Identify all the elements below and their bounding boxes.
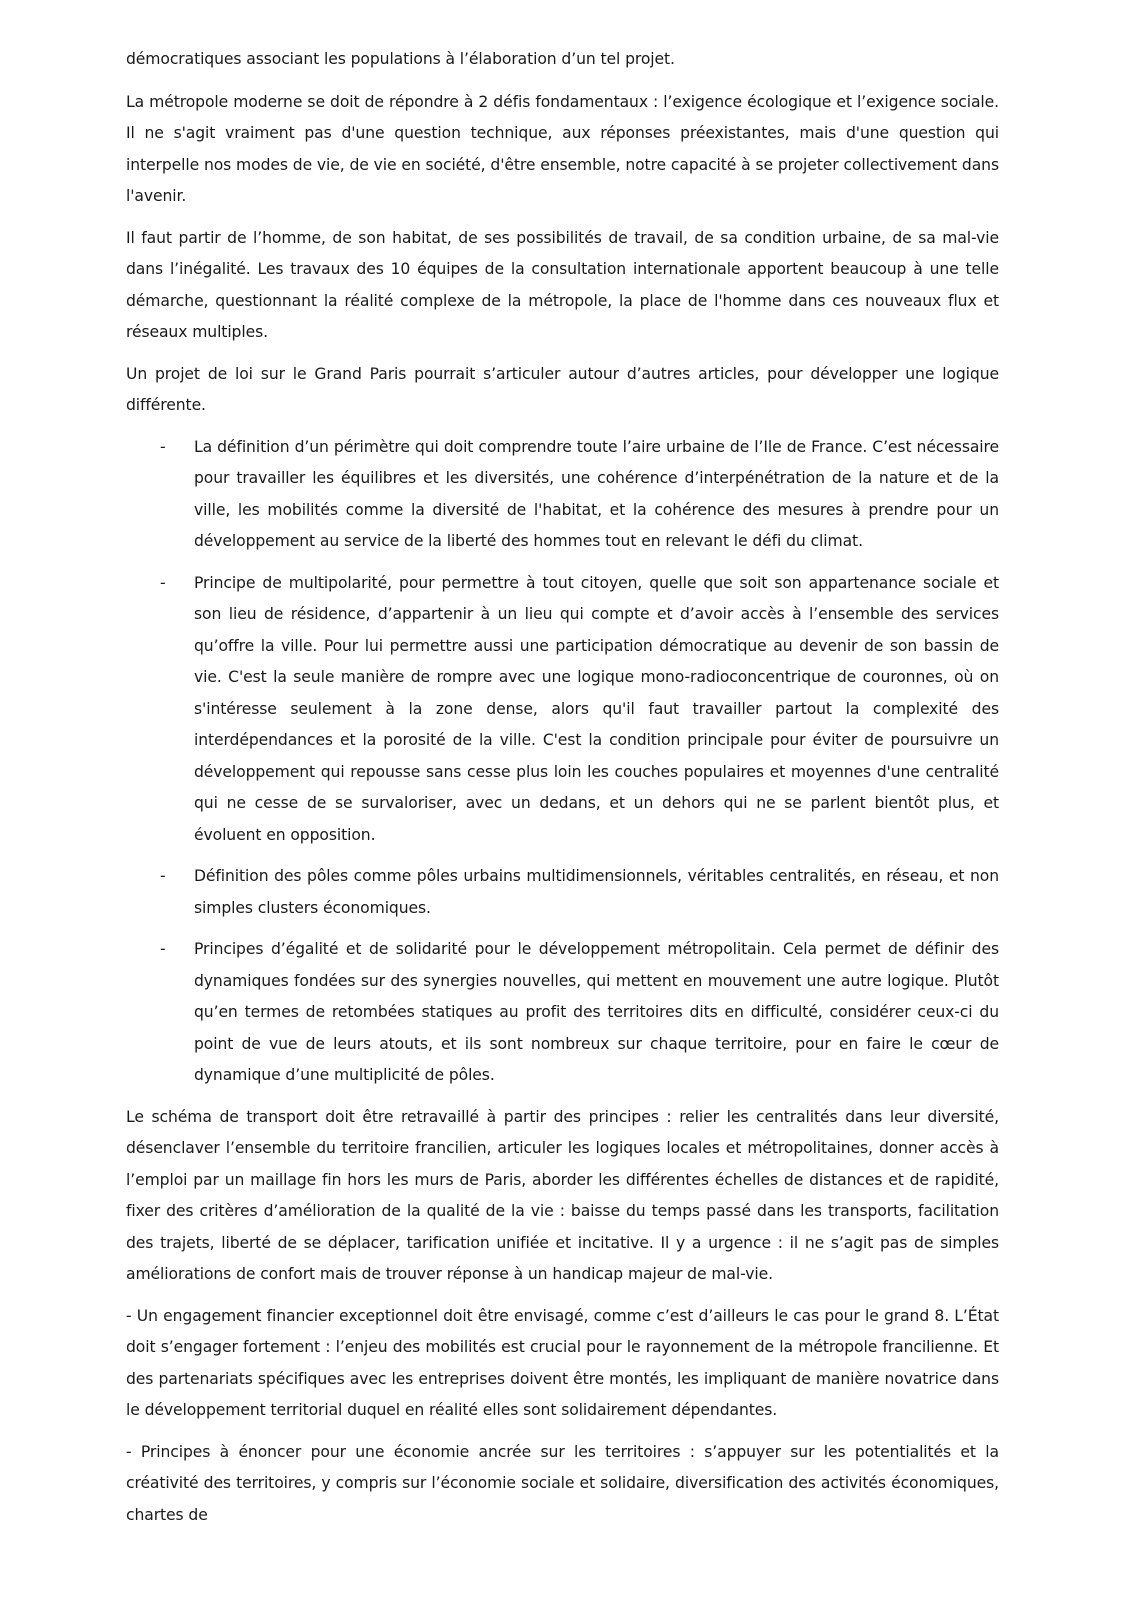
list-item-text: Principes d’égalité et de solidarité pour le développement métropolitain. Cela permet de définir des dynamiques fondées sur des synergies nouvelles, qui mettent en mouvement une autre logique. Plutôt qu’en termes de retombées statiques au profit des territoires dits en difficulté, considérer ceux-ci du point de vue de leurs atouts, et ils sont nombreux sur chaque territoire, pour en faire le cœur de dynamique d’une multiplicité de pôles. — [194, 940, 999, 1084]
document-body — [126, 44, 999, 1541]
paragraph-metropole-challenges: La métropole moderne se doit de répondre à 2 défis fondamentaux : l’exigence écologique et l’exigence sociale. Il ne s'agit vraiment pas d'une question technique, aux réponses préexistantes, mais d'une question qui interpelle nos modes de vie, de vie en société, d'être ensemble, notre capacité à se projeter collectivement dans l'avenir. — [126, 92, 999, 205]
paragraph-intro-continuation: démocratiques associant les populations à l’élaboration d’un tel projet. — [126, 50, 675, 68]
bullet-dash: - — [160, 573, 166, 592]
paragraph-financial-commitment: - Un engagement financier exceptionnel doit être envisagé, comme c’est d’ailleurs le cas pour le grand 8. L’État doit s’engager fortement : l’enjeu des mobilités est crucial pour le rayonnement de la métropole francilienne. Et des partenariats spécifiques avec les entreprises doivent être montés, les impliquant de manière novatrice dans le développement territorial duquel en réalité elles sont solidairement dépendantes. — [126, 1306, 999, 1419]
paragraph-law-project: Un projet de loi sur le Grand Paris pourrait s’articuler autour d’autres articles, pour développer une logique différente. — [126, 364, 999, 414]
bullet-dash: - — [160, 867, 166, 885]
list-item-perimeter — [126, 432, 999, 558]
bullet-dash: - — [160, 940, 166, 958]
list-item-text: Principe de multipolarité, pour permettre à tout citoyen, quelle que soit son appartenance sociale et son lieu de résidence, d’appartenir à un lieu qui compte et d’avoir accès à l’ensemble des services qu’offre la ville. Pour lui permettre aussi une participation démocratique au devenir de son bassin de vie. C'est la seule manière de rompre avec une logique mono-radioconcentrique de couronnes, où on s'intéresse seulement à la zone dense, alors qu'il faut travailler partout la complexité des interdépendances et la porosité de la ville. C'est la condition principale pour éviter de poursuivre un développement qui repousse sans cesse plus loin les couches populaires et moyennes d'une centralité qui ne cesse de se survaloriser, avec un dedans, et un dehors qui ne se parlent bientôt plus, et évoluent en opposition. — [194, 573, 999, 844]
list-item-text: La définition d’un périmètre qui doit comprendre toute l’aire urbaine de l’Ile de France. C’est nécessaire pour travailler les équilibres et les diversités, une cohérence d’interpénétration de la nature et de la ville, les mobilités comme la diversité de l'habitat, et la cohérence des mesures à prendre pour un développement au service de la liberté des hommes tout en relevant le défi du climat. — [194, 437, 999, 550]
principles-list — [126, 432, 999, 1092]
paragraph-economy-principles: - Principes à énoncer pour une économie ancrée sur les territoires : s’appuyer sur les potentialités et la créativité des territoires, y compris sur l’économie sociale et solidaire, diversification des activités économiques, chartes de — [126, 1442, 999, 1524]
list-item-equality — [126, 934, 999, 1092]
list-item-poles — [126, 861, 999, 924]
list-item-text: Définition des pôles comme pôles urbains multidimensionnels, véritables centralités, en réseau, et non simples clusters économiques. — [194, 867, 999, 917]
bullet-dash: - — [160, 437, 166, 456]
paragraph-human-focus: Il faut partir de l’homme, de son habitat, de ses possibilités de travail, de sa condition urbaine, de sa mal-vie dans l’inégalité. Les travaux des 10 équipes de la consultation internationale apportent beaucoup à une telle démarche, questionnant la réalité complexe de la métropole, la place de l'homme dans ces nouveaux flux et réseaux multiples. — [126, 228, 999, 341]
paragraph-transport-scheme: Le schéma de transport doit être retravaillé à partir des principes : relier les centralités dans leur diversité, désenclaver l’ensemble du territoire francilien, articuler les logiques locales et métropolitaines, donner accès à l’emploi par un maillage fin hors les murs de Paris, aborder les différentes échelles de distances et de rapidité, fixer des critères d’amélioration de la qualité de la vie : baisse du temps passé dans les transports, facilitation des trajets, liberté de se déplacer, tarification unifiée et incitative. Il y a urgence : il ne s’agit pas de simples améliorations de confort mais de trouver réponse à un handicap majeur de mal-vie. — [126, 1107, 999, 1283]
list-item-multipolarity — [126, 568, 999, 852]
